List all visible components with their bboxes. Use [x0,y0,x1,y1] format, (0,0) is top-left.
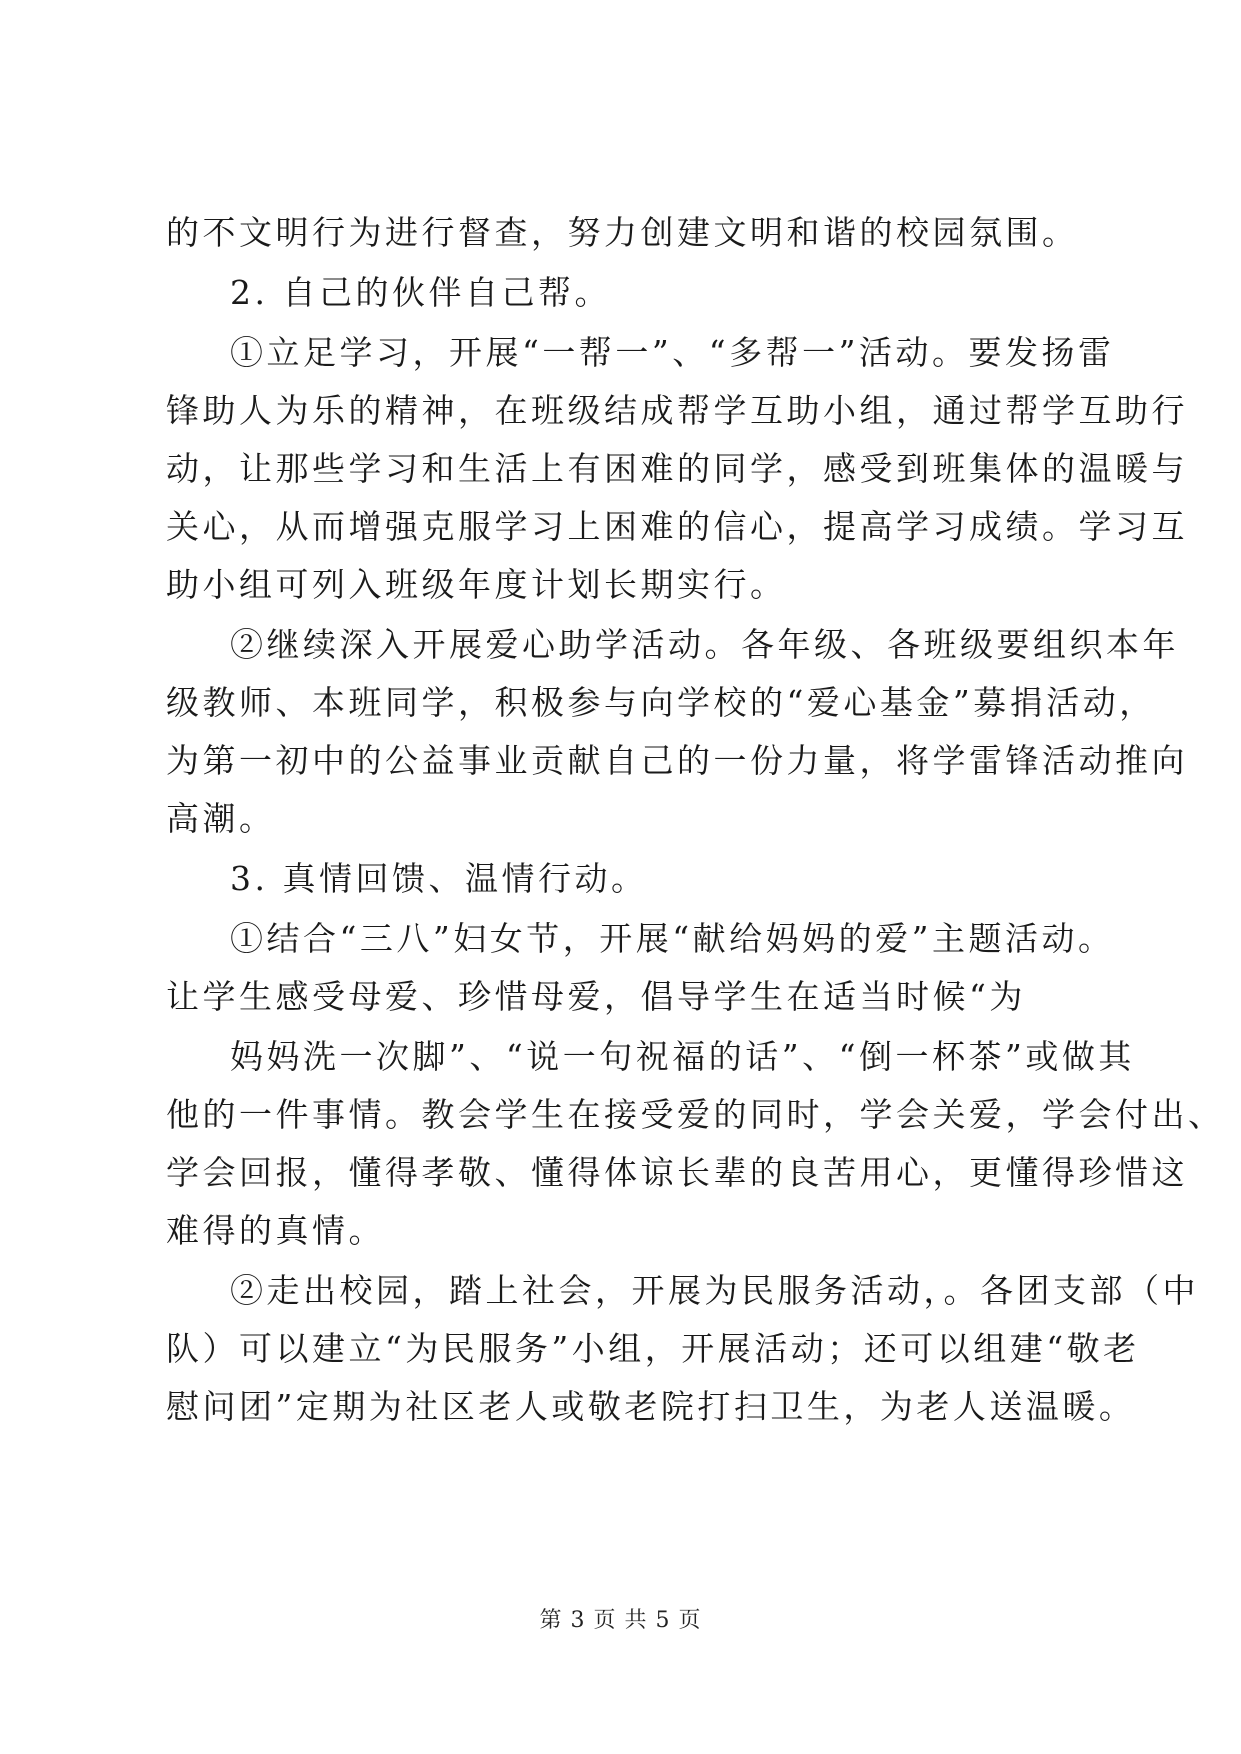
paragraph-start: ②走出校园，踏上社会，开展为民服务活动，。各团支部（中 [230,1271,1199,1310]
body-line: 高潮。 [166,799,276,838]
section-heading: 3. 真情回馈、温情行动。 [230,859,648,898]
body-line: 助小组可列入班级年度计划长期实行。 [166,565,787,604]
paragraph-start: ①结合“三八”妇女节，开展“献给妈妈的爱”主题活动。 [230,919,1115,958]
body-line: 级教师、本班同学，积极参与向学校的“爱心基金”募捐活动， [166,683,1156,722]
paragraph-start: 妈妈洗一次脚”、“说一句祝福的话”、“倒一杯茶”或做其 [230,1037,1135,1076]
body-line: 队）可以建立“为民服务”小组，开展活动；还可以组建“敬老 [166,1329,1140,1368]
paragraph-start: ①立足学习，开展“一帮一”、“多帮一”活动。要发扬雷 [230,333,1115,372]
body-line: 学会回报，懂得孝敬、懂得体谅长辈的良苦用心，更懂得珍惜这 [166,1153,1188,1192]
body-line: 他的一件事情。教会学生在接受爱的同时，学会关爱，学会付出、 [166,1095,1225,1134]
page-number-footer: 第 3 页 共 5 页 [539,1608,702,1633]
body-line: 难得的真情。 [166,1211,385,1250]
paragraph-start: ②继续深入开展爱心助学活动。各年级、各班级要组织本年 [230,625,1179,664]
section-heading: 2. 自己的伙伴自己帮。 [230,273,611,312]
body-line: 为第一初中的公益事业贡献自己的一份力量，将学雷锋活动推向 [166,741,1188,780]
body-line: 让学生感受母爱、珍惜母爱，倡导学生在适当时候“为 [166,977,1026,1016]
body-line: 动，让那些学习和生活上有困难的同学，感受到班集体的温暖与 [166,449,1188,488]
body-line: 的不文明行为进行督查，努力创建文明和谐的校园氛围。 [166,213,1079,252]
body-line: 慰问团”定期为社区老人或敬老院打扫卫生，为老人送温暖。 [166,1387,1136,1426]
body-line: 关心，从而增强克服学习上困难的信心，提高学习成绩。学习互 [166,507,1188,546]
body-line: 锋助人为乐的精神，在班级结成帮学互助小组，通过帮学互助行 [166,391,1188,430]
